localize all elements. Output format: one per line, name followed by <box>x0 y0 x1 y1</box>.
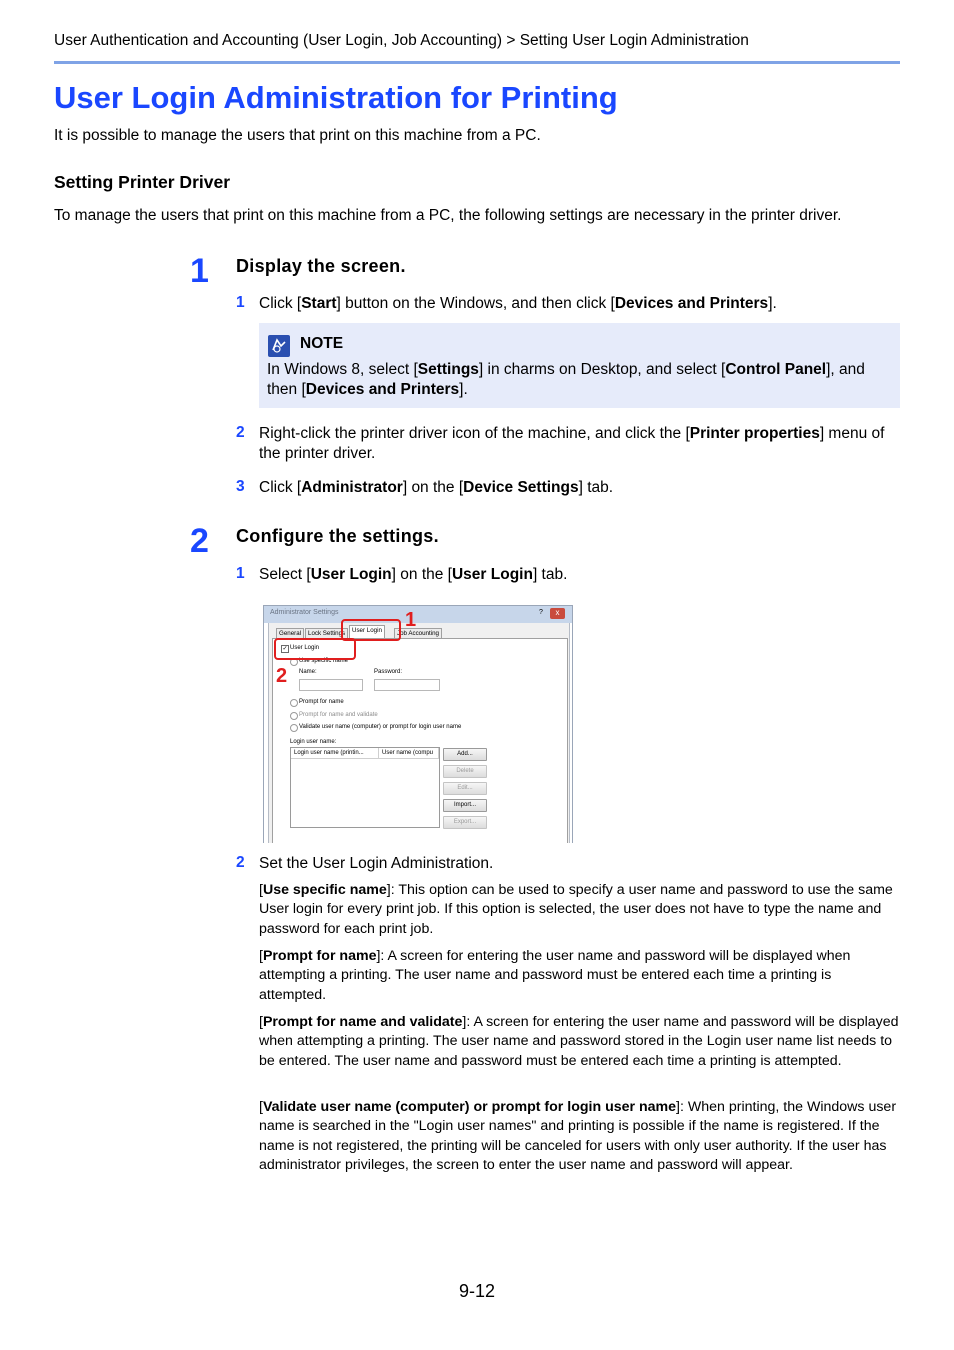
note-label: NOTE <box>300 335 344 352</box>
close-button[interactable]: x <box>550 608 565 619</box>
radio-use-specific-name-label: Use specific name <box>299 658 349 664</box>
substep-text: Click [Administrator] on the [Device Settings] tab. <box>259 479 614 496</box>
tab-job-accounting[interactable]: Job Accounting <box>394 628 442 640</box>
name-field[interactable] <box>299 679 363 691</box>
description-paragraph: [Validate user name (computer) or prompt for login user name]: When printing, the Windows user name is searched in the "Login user names" and printing is possible if the name is registered. If the name is not registered, the printing will be canceled for users with only user authority. If the user has administrator privileges, the screen to enter the user name and password will appear. <box>259 1099 897 1174</box>
note-icon <box>268 335 290 357</box>
description-paragraph: [Prompt for name and validate]: A screen for entering the user name and password will be displayed when attempting a printing. The user name and password stored in the Login user name list needs to be entered. The user name and password must be entered each time a printing is attempted. <box>259 1014 899 1069</box>
tab-user-login[interactable]: User Login <box>349 625 385 639</box>
name-label: Name: <box>299 669 317 675</box>
page-title: User Login Administration for Printing <box>54 80 618 115</box>
substep-number: 2 <box>236 424 245 441</box>
delete-button[interactable]: Delete <box>443 765 487 778</box>
callout-number-1: 1 <box>405 609 417 631</box>
tab-general[interactable]: General <box>276 628 304 640</box>
help-button[interactable]: ? <box>539 609 543 616</box>
tab-lock-settings[interactable]: Lock Settings <box>305 628 348 640</box>
user-login-checkbox[interactable]: ✓ <box>282 646 288 652</box>
edit-button[interactable]: Edit... <box>443 782 487 795</box>
radio-prompt-for-name[interactable] <box>290 699 298 707</box>
section-heading: Setting Printer Driver <box>54 172 231 192</box>
login-user-name-label: Login user name: <box>290 739 337 745</box>
substep-number: 1 <box>236 565 245 582</box>
password-field[interactable] <box>374 679 440 691</box>
add-button[interactable]: Add... <box>443 748 487 761</box>
substep-number: 1 <box>236 294 245 311</box>
section-text: To manage the users that print on this machine from a PC, the following settings are necessary in the printer driver. <box>54 207 842 224</box>
radio-validate-user[interactable] <box>290 724 298 732</box>
callout-box-2 <box>274 638 356 660</box>
password-label: Password: <box>374 669 403 675</box>
note-text: In Windows 8, select [Settings] in charms on Desktop, and select [Control Panel], and then [Devices and Printers]. <box>267 361 865 398</box>
substep-text: Right-click the printer driver icon of the machine, and click the [Printer properties] menu of the printer driver. <box>259 425 885 462</box>
substep-text: Click [Start] button on the Windows, and then click [Devices and Printers]. <box>259 295 777 312</box>
intro-text: It is possible to manage the users that print on this machine from a PC. <box>54 127 541 144</box>
list-column-user-name[interactable]: User name (compu <box>379 748 439 759</box>
substep-text: Select [User Login] on the [User Login] tab. <box>259 566 568 583</box>
user-login-checkbox-label: User Login <box>290 645 320 651</box>
radio-prompt-for-name-label: Prompt for name <box>299 699 344 705</box>
callout-number-2: 2 <box>276 665 288 687</box>
list-column-login-user[interactable]: Login user name (printin... <box>291 748 379 759</box>
export-button[interactable]: Export... <box>443 816 487 829</box>
substep-text: Set the User Login Administration. <box>259 855 494 872</box>
description-paragraph: [Use specific name]: This option can be used to specify a user name and password to use the same User login for every print job. If this option is selected, the user does not have to type the name and password for each print job. <box>259 882 893 937</box>
page-number: 9-12 <box>459 1281 496 1301</box>
substep-number: 2 <box>236 854 245 871</box>
dialog-title: Administrator Settings <box>270 609 339 616</box>
step-title-2: Configure the settings. <box>236 526 439 546</box>
import-button[interactable]: Import... <box>443 799 487 812</box>
radio-prompt-and-validate[interactable] <box>290 712 298 720</box>
substep-number: 3 <box>236 478 245 495</box>
radio-prompt-and-validate-label: Prompt for name and validate <box>299 712 378 718</box>
step-title-1: Display the screen. <box>236 256 406 276</box>
breadcrumb: User Authentication and Accounting (User Login, Job Accounting) > Setting User Login Administration <box>54 32 749 49</box>
step-number-2: 2 <box>190 522 209 560</box>
login-user-list[interactable] <box>290 747 440 828</box>
description-paragraph: [Prompt for name]: A screen for entering the user name and password will be displayed when attempting a printing. The user name and password must be entered each time a printing is attempted. <box>259 948 851 1003</box>
radio-validate-user-label: Validate user name (computer) or prompt for login user name <box>299 724 462 730</box>
header-rule <box>54 61 900 64</box>
step-number-1: 1 <box>190 252 209 290</box>
